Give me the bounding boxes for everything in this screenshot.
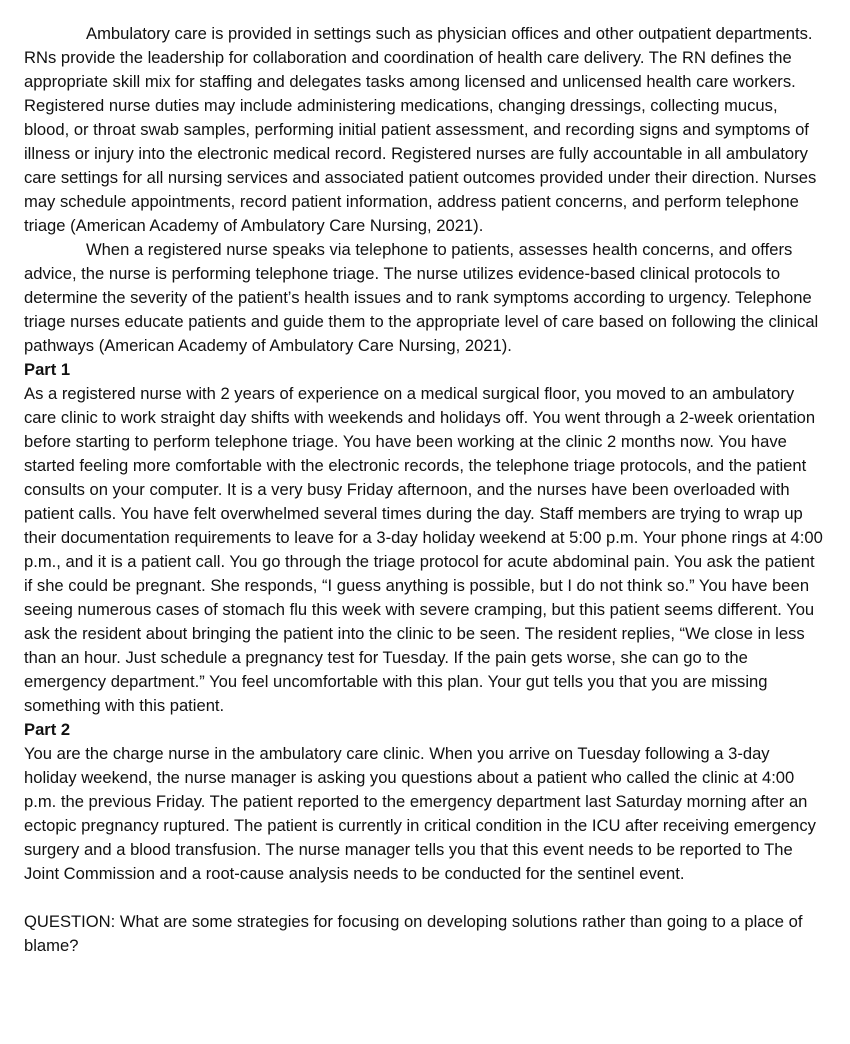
part-1-heading: Part 1 (24, 360, 71, 379)
part-2-heading: Part 2 (24, 720, 71, 739)
question-paragraph: QUESTION: What are some strategies for focusing on developing solutions rather than going to a place of blame? (24, 912, 803, 955)
blank-line (24, 886, 826, 910)
part-1-paragraph: As a registered nurse with 2 years of experience on a medical surgical floor, you moved to an ambulatory care clinic to work straight day shifts with weekends and holidays off. You went through a 2-week orientation before starting to perform telephone triage. You have been working at the clinic 2 months now. You have started feeling more comfortable with the electronic records, the telephone triage protocols, and the patient consults on your computer. It is a very busy Friday afternoon, and the nurses have been overloaded with patient calls. You have felt overwhelmed several times during the day. Staff members are trying to wrap up their documentation requirements to leave for a 3-day holiday weekend at 5:00 p.m. Your phone rings at 4:00 p.m., and it is a patient call. You go through the triage protocol for acute abdominal pain. You ask the patient if she could be pregnant. She responds, “I guess anything is possible, but I do not think so.” You have been seeing numerous cases of stomach flu this week with severe cramping, but this patient seems different. You ask the resident about bringing the patient into the clinic to be seen. The resident replies, “We close in less than an hour. Just schedule a pregnancy test for Tuesday. If the pain gets worse, she can go to the emergency department.” You feel uncomfortable with this plan. Your gut tells you that you are missing something with this patient. (24, 384, 823, 715)
part-2-paragraph: You are the charge nurse in the ambulatory care clinic. When you arrive on Tuesday following a 3-day holiday weekend, the nurse manager is asking you questions about a patient who called the clinic at 4:00 p.m. the previous Friday. The patient reported to the emergency department last Saturday morning after an ectopic pregnancy ruptured. The patient is currently in critical condition in the ICU after receiving emergency surgery and a blood transfusion. The nurse manager tells you that this event needs to be reported to The Joint Commission and a root-cause analysis needs to be conducted for the sentinel event. (24, 744, 816, 883)
intro-paragraph-ambulatory-care: Ambulatory care is provided in settings such as physician offices and other outpatient departments. RNs provide the leadership for collaboration and coordination of health care delivery. The RN defines the appropriate skill mix for staffing and delegates tasks among licensed and unlicensed health care workers. Registered nurse duties may include administering medications, changing dressings, collecting mucus, blood, or throat swab samples, performing initial patient assessment, and recording signs and symptoms of illness or injury into the electronic medical record. Registered nurses are fully accountable in all ambulatory care settings for all nursing services and associated patient outcomes provided under their direction. Nurses may schedule appointments, record patient information, address patient concerns, and perform telephone triage (American Academy of Ambulatory Care Nursing, 2021). (24, 24, 817, 235)
document-body (24, 22, 826, 958)
intro-paragraph-telephone-triage: When a registered nurse speaks via telephone to patients, assesses health concerns, and offers advice, the nurse is performing telephone triage. The nurse utilizes evidence-based clinical protocols to determine the severity of the patient’s health issues and to rank symptoms according to urgency. Telephone triage nurses educate patients and guide them to the appropriate level of care based on following the clinical pathways (American Academy of Ambulatory Care Nursing, 2021). (24, 240, 819, 355)
